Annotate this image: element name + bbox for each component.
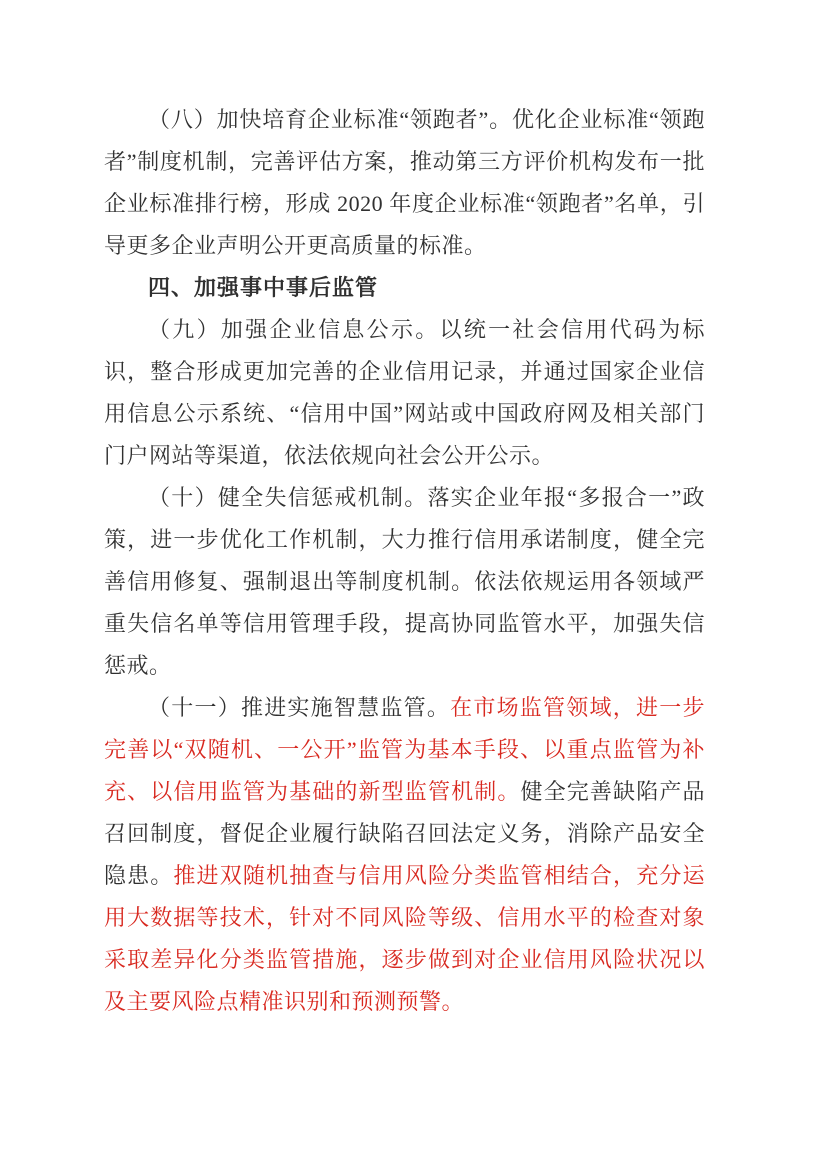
- section-heading: [104, 267, 705, 309]
- paragraph: [104, 687, 705, 1023]
- body-text: （十）健全失信惩戒机制。落实企业年报“多报合一”政策，进一步优化工作机制，大力推行信用承诺制度，健全完善信用修复、强制退出等制度机制。依法依规运用各领域严重失信名单等信用管理手段，提高协同监管水平，加强失信惩戒。: [104, 485, 705, 678]
- paragraph: [104, 309, 705, 477]
- document-body: [104, 99, 705, 1023]
- body-text: （八）加快培育企业标准“领跑者”。优化企业标准“领跑者”制度机制，完善评估方案，推动第三方评价机构发布一批企业标准排行榜，形成 2020 年度企业标准“领跑者”名单，引导更多企业声明公开更高质量的标准。: [104, 107, 705, 258]
- paragraph: [104, 99, 705, 267]
- body-text: （十一）推进实施智慧监管。: [148, 695, 451, 720]
- body-text: 健全完善缺陷产品召回制度，督促企业履行缺陷召回法定义务，消除产品安全隐患。: [104, 779, 705, 888]
- red-revision-text: 推进双随机抽查与信用风险分类监管相结合，充分运用大数据等技术，针对不同风险等级、信用水平的检查对象采取差异化分类监管措施，逐步做到对企业信用风险状况以及主要风险点精准识别和预测预警。: [104, 863, 705, 1014]
- paragraph: [104, 477, 705, 687]
- body-text: （九）加强企业信息公示。以统一社会信用代码为标识，整合形成更加完善的企业信用记录，并通过国家企业信用信息公示系统、“信用中国”网站或中国政府网及相关部门门户网站等渠道，依法依规向社会公开公示。: [104, 317, 705, 468]
- body-text: 四、加强事中事后监管: [148, 275, 379, 300]
- red-revision-text: 在市场监管领域，进一步完善以“双随机、一公开”监管为基本手段、以重点监管为补充、以信用监管为基础的新型监管机制。: [104, 695, 705, 804]
